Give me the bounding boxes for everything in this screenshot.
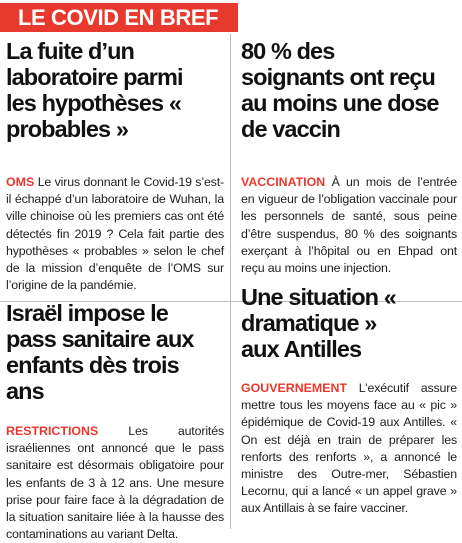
article-kicker: OMS [6,175,35,189]
article-israel-pass [6,300,224,543]
article-body [241,174,457,277]
article-antilles [241,284,457,518]
article-text: L’exécutif assure mettre tous les moyens face au « pic » épidémique de Covid-19 aux Antilles. « On est déjà en train de préparer les renforts des renforts », a annoncé le ministre des Outre-mer, Sébastien Lecornu, qui a lancé « un appel grave » aux Antillais à se faire vacciner. [241,381,458,516]
article-lab-leak [6,38,224,294]
article-kicker: GOUVERNEMENT [241,381,348,395]
article-headline: Israël impose le pass sanitaire aux enfants dès trois ans [6,300,194,404]
banner-title: LE COVID EN BREF [18,5,219,30]
article-kicker: RESTRICTIONS [6,424,99,438]
article-text: Les autorités israéliennes ont annoncé que le pass sanitaire est désormais obligatoire pour les enfants de 3 à 12 ans. Une mesure prise pour faire face à la dégradation de la situation sanitaire liée à la hausse des contaminations au variant Delta. [6,424,225,542]
article-kicker: VACCINATION [241,175,326,189]
article-headline: Une situation « dramatique » aux Antilles [241,284,396,362]
article-body [6,174,224,294]
article-text: Le virus donnant le Covid-19 s’est-il échappé d’un laboratoire de Wuhan, la ville chinoise où les premiers cas ont été détectés fin 2019 ? Cela fait partie des hypothèses « probables » selon le chef de la mission d’enquête de l’OMS sur l’origine de la pandémie. [6,175,224,293]
article-body [6,423,224,543]
column-divider [230,34,231,529]
section-banner [0,3,238,32]
article-text: À un mois de l’entrée en vigueur de l’obligation vaccinale pour les personnels de santé, sous peine d’être suspendus, 80 % des soignants exerçant à l’hôpital ou en Ehpad ont reçu au moins une injection. [241,175,457,276]
article-headline: 80 % des soignants ont reçu au moins une dose de vaccin [241,38,439,142]
article-vaccination [241,38,457,277]
article-headline: La fuite d’un laboratoire parmi les hypothèses « probables » [6,38,183,142]
article-body [241,380,457,518]
